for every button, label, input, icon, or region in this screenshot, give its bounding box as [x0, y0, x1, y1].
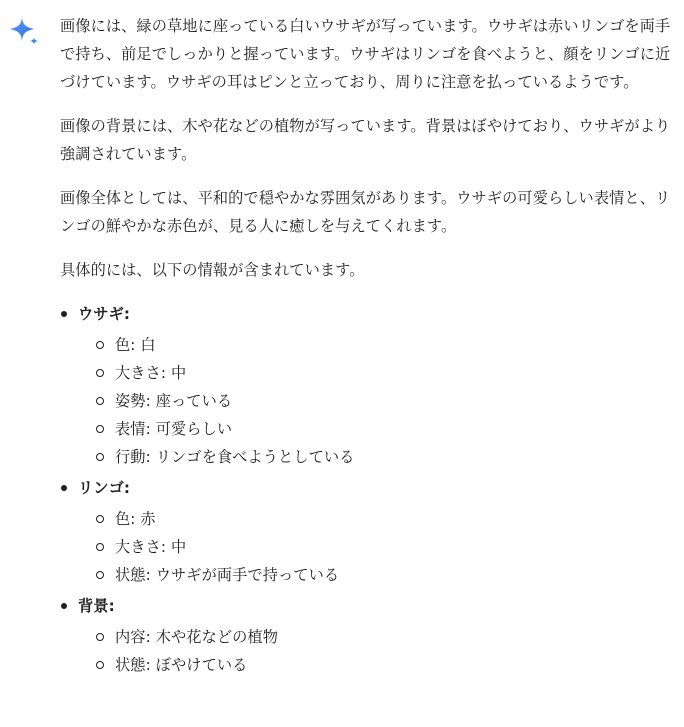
sub-list-item: 状態: ぼやけている [78, 651, 676, 679]
circle-bullet-icon [96, 397, 104, 405]
circle-bullet-icon [96, 543, 104, 551]
sub-list-item: 大きさ: 中 [78, 359, 676, 387]
paragraph-background: 画像の背景には、木や花などの植物が写っています。背景はぼやけており、ウサギがより強調されています。 [60, 117, 671, 163]
sub-list-item: 大きさ: 中 [78, 533, 676, 561]
bullet-icon [61, 485, 67, 491]
circle-bullet-icon [96, 661, 104, 669]
list-item-rabbit [60, 300, 676, 471]
sub-list [78, 505, 676, 589]
paragraph-description: 画像には、緑の草地に座っている白いウサギが写っています。ウサギは赤いリンゴを両手で持ち、前足でしっかりと握っています。ウサギはリンゴを食べようと、顔をリンゴに近づけています。ウサギの耳はピンと立っており、周りに注意を払っているようです。 [60, 17, 671, 91]
circle-bullet-icon [96, 341, 104, 349]
list-item-background [60, 592, 676, 679]
response-content [60, 12, 676, 682]
paragraph-intro-list: 具体的には、以下の情報が含まれています。 [60, 261, 365, 279]
sparkle-icon [8, 15, 40, 47]
sub-list-item: 姿勢: 座っている [78, 387, 676, 415]
circle-bullet-icon [96, 515, 104, 523]
sub-list-item: 内容: 木や花などの植物 [78, 623, 676, 651]
sub-list-item: 表情: 可愛らしい [78, 415, 676, 443]
sub-list-item: 状態: ウサギが両手で持っている [78, 561, 676, 589]
sub-list-item: 色: 白 [78, 331, 676, 359]
list-item-apple [60, 474, 676, 589]
sub-list-item: 行動: リンゴを食べようとしている [78, 443, 676, 471]
paragraph-atmosphere: 画像全体としては、平和的で穏やかな雰囲気があります。ウサギの可愛らしい表情と、リンゴの鮮やかな赤色が、見る人に癒しを与えてくれます。 [60, 189, 671, 235]
circle-bullet-icon [96, 571, 104, 579]
circle-bullet-icon [96, 453, 104, 461]
sub-list [78, 331, 676, 471]
details-list [60, 300, 676, 679]
circle-bullet-icon [96, 633, 104, 641]
list-heading: ウサギ: [78, 305, 131, 323]
bullet-icon [61, 603, 67, 609]
circle-bullet-icon [96, 425, 104, 433]
sub-list [78, 623, 676, 679]
list-heading: リンゴ: [78, 479, 131, 497]
bullet-icon [61, 311, 67, 317]
circle-bullet-icon [96, 369, 104, 377]
list-heading: 背景: [78, 597, 115, 615]
sub-list-item: 色: 赤 [78, 505, 676, 533]
